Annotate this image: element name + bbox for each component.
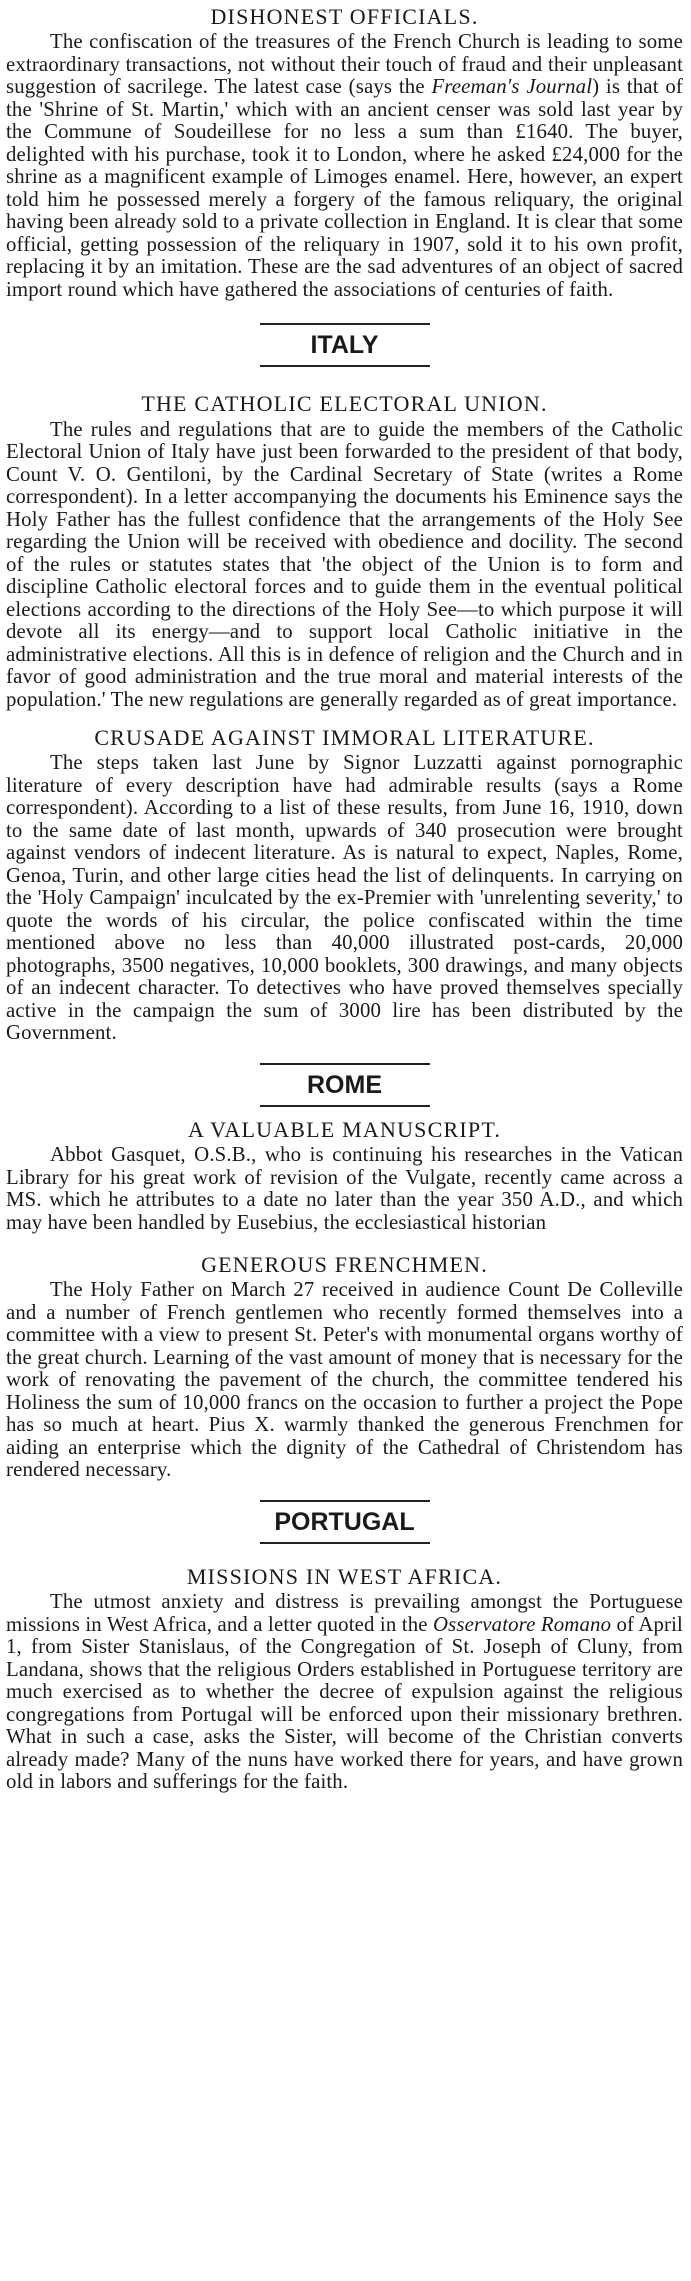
heading-generous-frenchmen: GENEROUS FRENCHMEN. — [201, 1252, 488, 1278]
heading-catholic-electoral-union: THE CATHOLIC ELECTORAL UNION. — [141, 391, 548, 417]
heading-crusade-immoral-literature: CRUSADE AGAINST IMMORAL LITERATURE. — [94, 725, 595, 751]
article-missions-west-africa — [6, 1591, 683, 1794]
section-title-italy: ITALY — [310, 331, 379, 360]
heading-valuable-manuscript: A VALUABLE MANUSCRIPT. — [187, 1116, 502, 1142]
newspaper-title-osservatore-romano: Osservatore Romano — [433, 1612, 612, 1636]
section-rule — [260, 323, 430, 325]
article-crusade-immoral-literature: The steps taken last June by Signor Luzzatti against pornographic literature of every description have had admirable results (says a Rome correspondent). According to a list of these results, from June 16, 1910, down to the same date of last month, upwards of 340 prosecution were brought against vendors of indecent literature. As is natural to expect, Naples, Rome, Genoa, Turin, and other large cities head the list of delinquents. In carrying on the 'Holy Campaign' inculcated by the ex-Premier with 'unrelenting severity,' to quote the words of his circular, the police confiscated within the time mentioned above no less than 40,000 illustrated post-cards, 20,000 photographs, 3500 negatives, 10,000 booklets, 300 drawings, and many objects of an indecent character. To detectives who have proved themselves specially active in the campaign the sum of 3000 lire has been distributed by the Government. — [6, 751, 683, 1045]
article-missions-text-2: of April 1, from Sister Stanislaus, of the Congregation of St. Joseph of Cluny, from Landana, shows that the religious Orders established in Portuguese territory are much exercised as to whether the decree of expulsion against the religious congregations from Portugal will be enforced upon their missionary brethren. What in such a case, asks the Sister, will become of the Christian converts already made? Many of the nuns have worked there for years, and have grown old in labors and sufferings for the faith. — [6, 1612, 683, 1794]
section-rule — [260, 1500, 430, 1502]
article-catholic-electoral-union: The rules and regulations that are to guide the members of the Catholic Electoral Union of Italy have just been forwarded to the president of that body, Count V. O. Gentiloni, by the Cardinal Secretary of State (writes a Rome correspondent). In a letter accompanying the documents his Eminence says the Holy Father has the fullest confidence that the arrangements of the Holy See regarding the Union will be received with obedience and docility. The second of the rules or statutes states that 'the object of the Union is to form and discipline Catholic electoral forces and to guide them in the eventual political elections according to the directions of the Holy See—to which purpose it will devote all its energy—and to support local Catholic initiative in the administrative elections. All this is in defence of religion and the Church and in favor of good administration and the true moral and material interests of the population.' The new regulations are generally regarded as of great importance. — [6, 417, 683, 711]
article-dishonest-officials — [6, 31, 683, 301]
section-rule — [260, 365, 430, 367]
article-valuable-manuscript: Abbot Gasquet, O.S.B., who is continuing his researches in the Vatican Library for his great work of revision of the Vulgate, recently came across a MS. which he attributes to a date no later than the year 350 A.D., and which may have been handled by Eusebius, the ecclesiastical historian — [6, 1143, 683, 1234]
article-missions-text-1: The utmost anxiety and distress is prevailing amongst the Portuguese missions in West Africa, and a letter quoted in the — [6, 1590, 683, 1636]
section-rule — [260, 1063, 430, 1065]
section-title-rome: ROME — [307, 1070, 382, 1099]
article-dishonest-officials-text-1: The confiscation of the treasures of the French Church is leading to some extraordinary transactions, not without their touch of fraud and their unpleasant suggestion of sacrilege. The latest case (says the — [6, 30, 683, 99]
section-rule — [260, 1105, 430, 1107]
article-dishonest-officials-text-2: ) is that of the 'Shrine of St. Martin,' which with an ancient censer was sold last year by the Commune of Soudeillese for no less a sum than £1640. The buyer, delighted with his purchase, took it to London, where he asked £24,000 for the shrine as a magnificent example of Limoges enamel. Here, however, an expert told him he possessed merely a forgery of the famous reliquary, the original having been already sold to a private collection in England. It is clear that some official, getting possession of the reliquary in 1907, sold it to his own profit, replacing it by an imitation. These are the sad adventures of an object of sacred import round which have gathered the associations of centuries of faith. — [6, 75, 683, 301]
heading-dishonest-officials: DISHONEST OFFICIALS. — [210, 4, 479, 29]
heading-missions-west-africa: MISSIONS IN WEST AFRICA. — [186, 1563, 503, 1589]
section-rule — [260, 1542, 430, 1544]
article-generous-frenchmen: The Holy Father on March 27 received in audience Count De Colleville and a number of French gentlemen who recently formed themselves into a committee with a view to present St. Peter's with monumental organs worthy of the great church. Learning of the vast amount of money that is necessary for the work of renovating the pavement of the church, the committee tendered his Holiness the sum of 10,000 francs on the occasion to further a project the Pope has so much at heart. Pius X. warmly thanked the generous Frenchmen for aiding an enterprise which the dignity of the Cathedral of Christendom has rendered necessary. — [6, 1278, 683, 1482]
section-title-portugal: PORTUGAL — [274, 1507, 415, 1536]
newspaper-title-freemans-journal: Freeman's Journal — [431, 75, 593, 99]
